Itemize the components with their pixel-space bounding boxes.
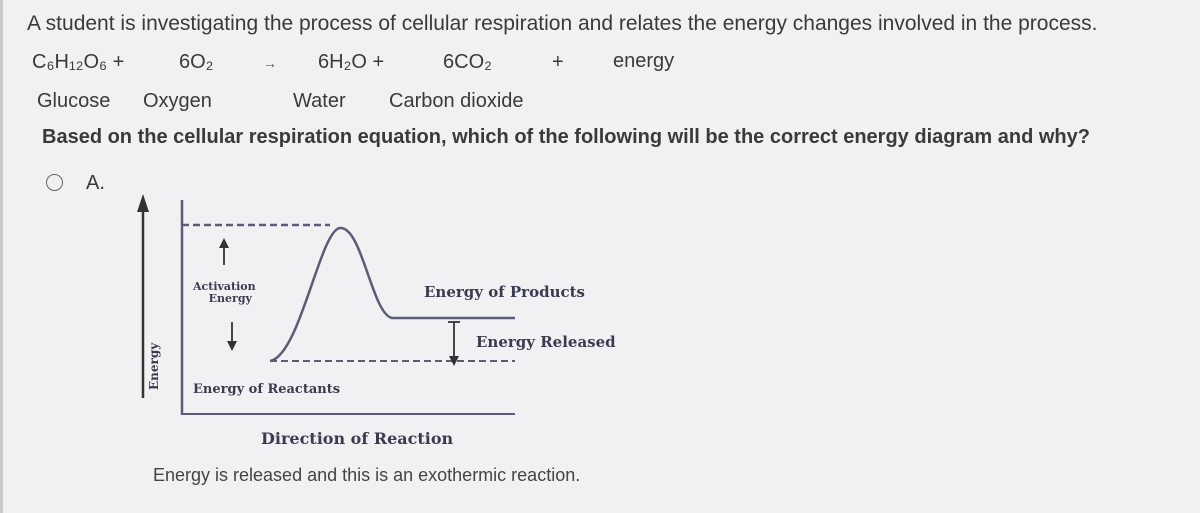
name-carbon-dioxide: Carbon dioxide [389,90,524,112]
equation-arrow-icon: → [263,55,277,71]
activation-energy-label-line2: Energy [208,292,252,305]
question-prompt: Based on the cellular respiration equation, which of the following will be the correct energy diagram and why? [42,126,1090,148]
activation-up-arrow-icon [219,238,229,265]
name-oxygen: Oxygen [143,90,212,112]
energy-released-label: Energy Released [476,333,616,351]
y-axis-label: Energy [147,342,161,390]
option-a-explanation: Energy is released and this is an exothermic reaction. [153,465,581,485]
energy-released-arrow-icon [448,322,460,366]
equation-reactant-glucose: C₆H₁₂O₆ + [32,51,125,73]
name-water: Water [293,90,346,112]
equation-product-water: 6H₂O + [318,51,385,73]
name-glucose: Glucose [37,90,111,112]
energy-of-products-label: Energy of Products [424,283,585,301]
activation-down-arrow-icon [227,322,237,351]
energy-of-reactants-label: Energy of Reactants [193,382,341,397]
equation-reactant-oxygen: 6O₂ [179,51,214,73]
x-axis-label: Direction of Reaction [261,429,454,448]
activation-energy-label-line1: Activation [193,280,256,293]
equation-energy: energy [613,50,675,72]
option-a-letter[interactable]: A. [86,172,105,194]
equation-plus: + [552,51,564,73]
activation-energy-label [193,281,256,305]
equation-product-co2: 6CO₂ [443,51,492,73]
question-intro: A student is investigating the process of cellular respiration and relates the energy changes involved in the process. [27,12,1098,35]
